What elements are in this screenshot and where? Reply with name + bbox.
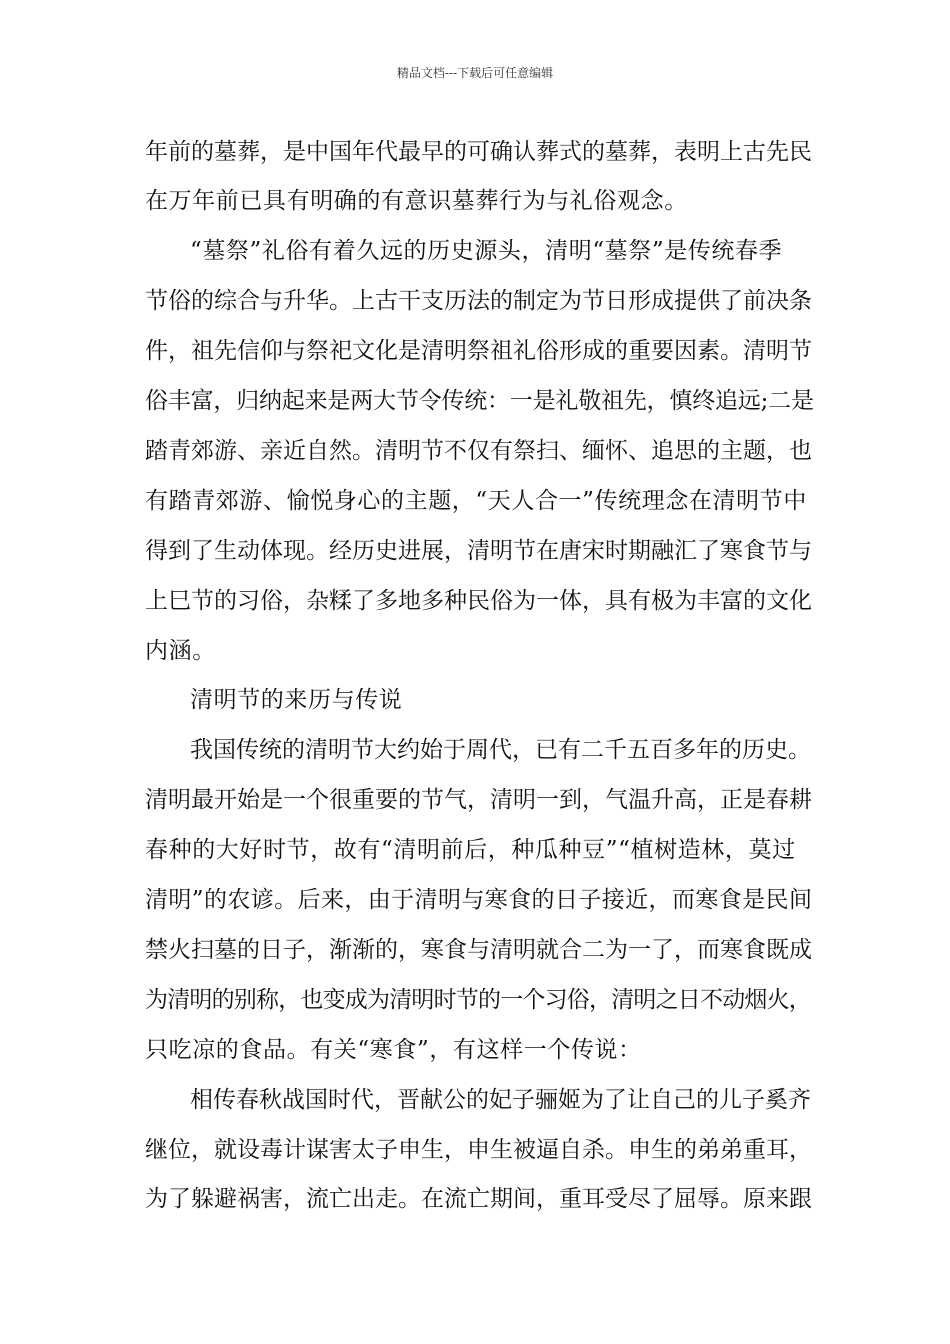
text-line: 春种的大好时节，故有“清明前后，种瓜种豆”“植树造林，莫过 [145, 837, 796, 863]
text-line: 年前的墓葬，是中国年代最早的可确认葬式的墓葬，表明上古先民 [145, 139, 812, 165]
text-line: 为了躲避祸害，流亡出走。在流亡期间，重耳受尽了屈辱。原来跟 [145, 1186, 812, 1212]
section-heading: 清明节的来历与传说 [190, 687, 403, 713]
text-line: 上巳节的习俗，杂糅了多地多种民俗为一体，具有极为丰富的文化 [145, 588, 812, 614]
text-line: 节俗的综合与升华。上古干支历法的制定为节日形成提供了前决条 [145, 288, 812, 314]
text-line: 内涵。 [145, 638, 216, 664]
text-line: 有踏青郊游、愉悦身心的主题，“天人合一”传统理念在清明节中 [145, 488, 807, 514]
text-line: 继位，就设毒计谋害太子申生，申生被逼自杀。申生的弟弟重耳， [145, 1137, 812, 1163]
text-line: 相传春秋战国时代，晋献公的妃子骊姬为了让自己的儿子奚齐 [190, 1087, 811, 1113]
text-line: “墓祭”礼俗有着久远的历史源头，清明“墓祭”是传统春季 [190, 238, 783, 264]
text-line: 为清明的别称，也变成为清明时节的一个习俗，清明之日不动烟火， [145, 987, 812, 1013]
text-line: 俗丰富，归纳起来是两大节令传统：一是礼敬祖先，慎终追远;二是 [145, 388, 814, 414]
text-line: 清明”的农谚。后来，由于清明与寒食的日子接近，而寒食是民间 [145, 887, 813, 913]
text-line: 清明最开始是一个很重要的节气，清明一到，气温升高，正是春耕 [145, 787, 812, 813]
page-header: 精品文档---下载后可任意编辑 [396, 66, 554, 80]
text-line: 在万年前已具有明确的有意识墓葬行为与礼俗观念。 [145, 188, 688, 214]
text-line: 踏青郊游、亲近自然。清明节不仅有祭扫、缅怀、追思的主题，也 [145, 438, 812, 464]
text-line: 件，祖先信仰与祭祀文化是清明祭祖礼俗形成的重要因素。清明节 [145, 338, 812, 364]
text-line: 得到了生动体现。经历史进展，清明节在唐宋时期融汇了寒食节与 [145, 538, 812, 564]
text-line: 我国传统的清明节大约始于周代，已有二千五百多年的历史。 [190, 737, 811, 763]
text-line: 禁火扫墓的日子，渐渐的，寒食与清明就合二为一了，而寒食既成 [145, 937, 812, 963]
text-line: 只吃凉的食品。有关“寒食”，有这样一个传说： [145, 1037, 642, 1063]
